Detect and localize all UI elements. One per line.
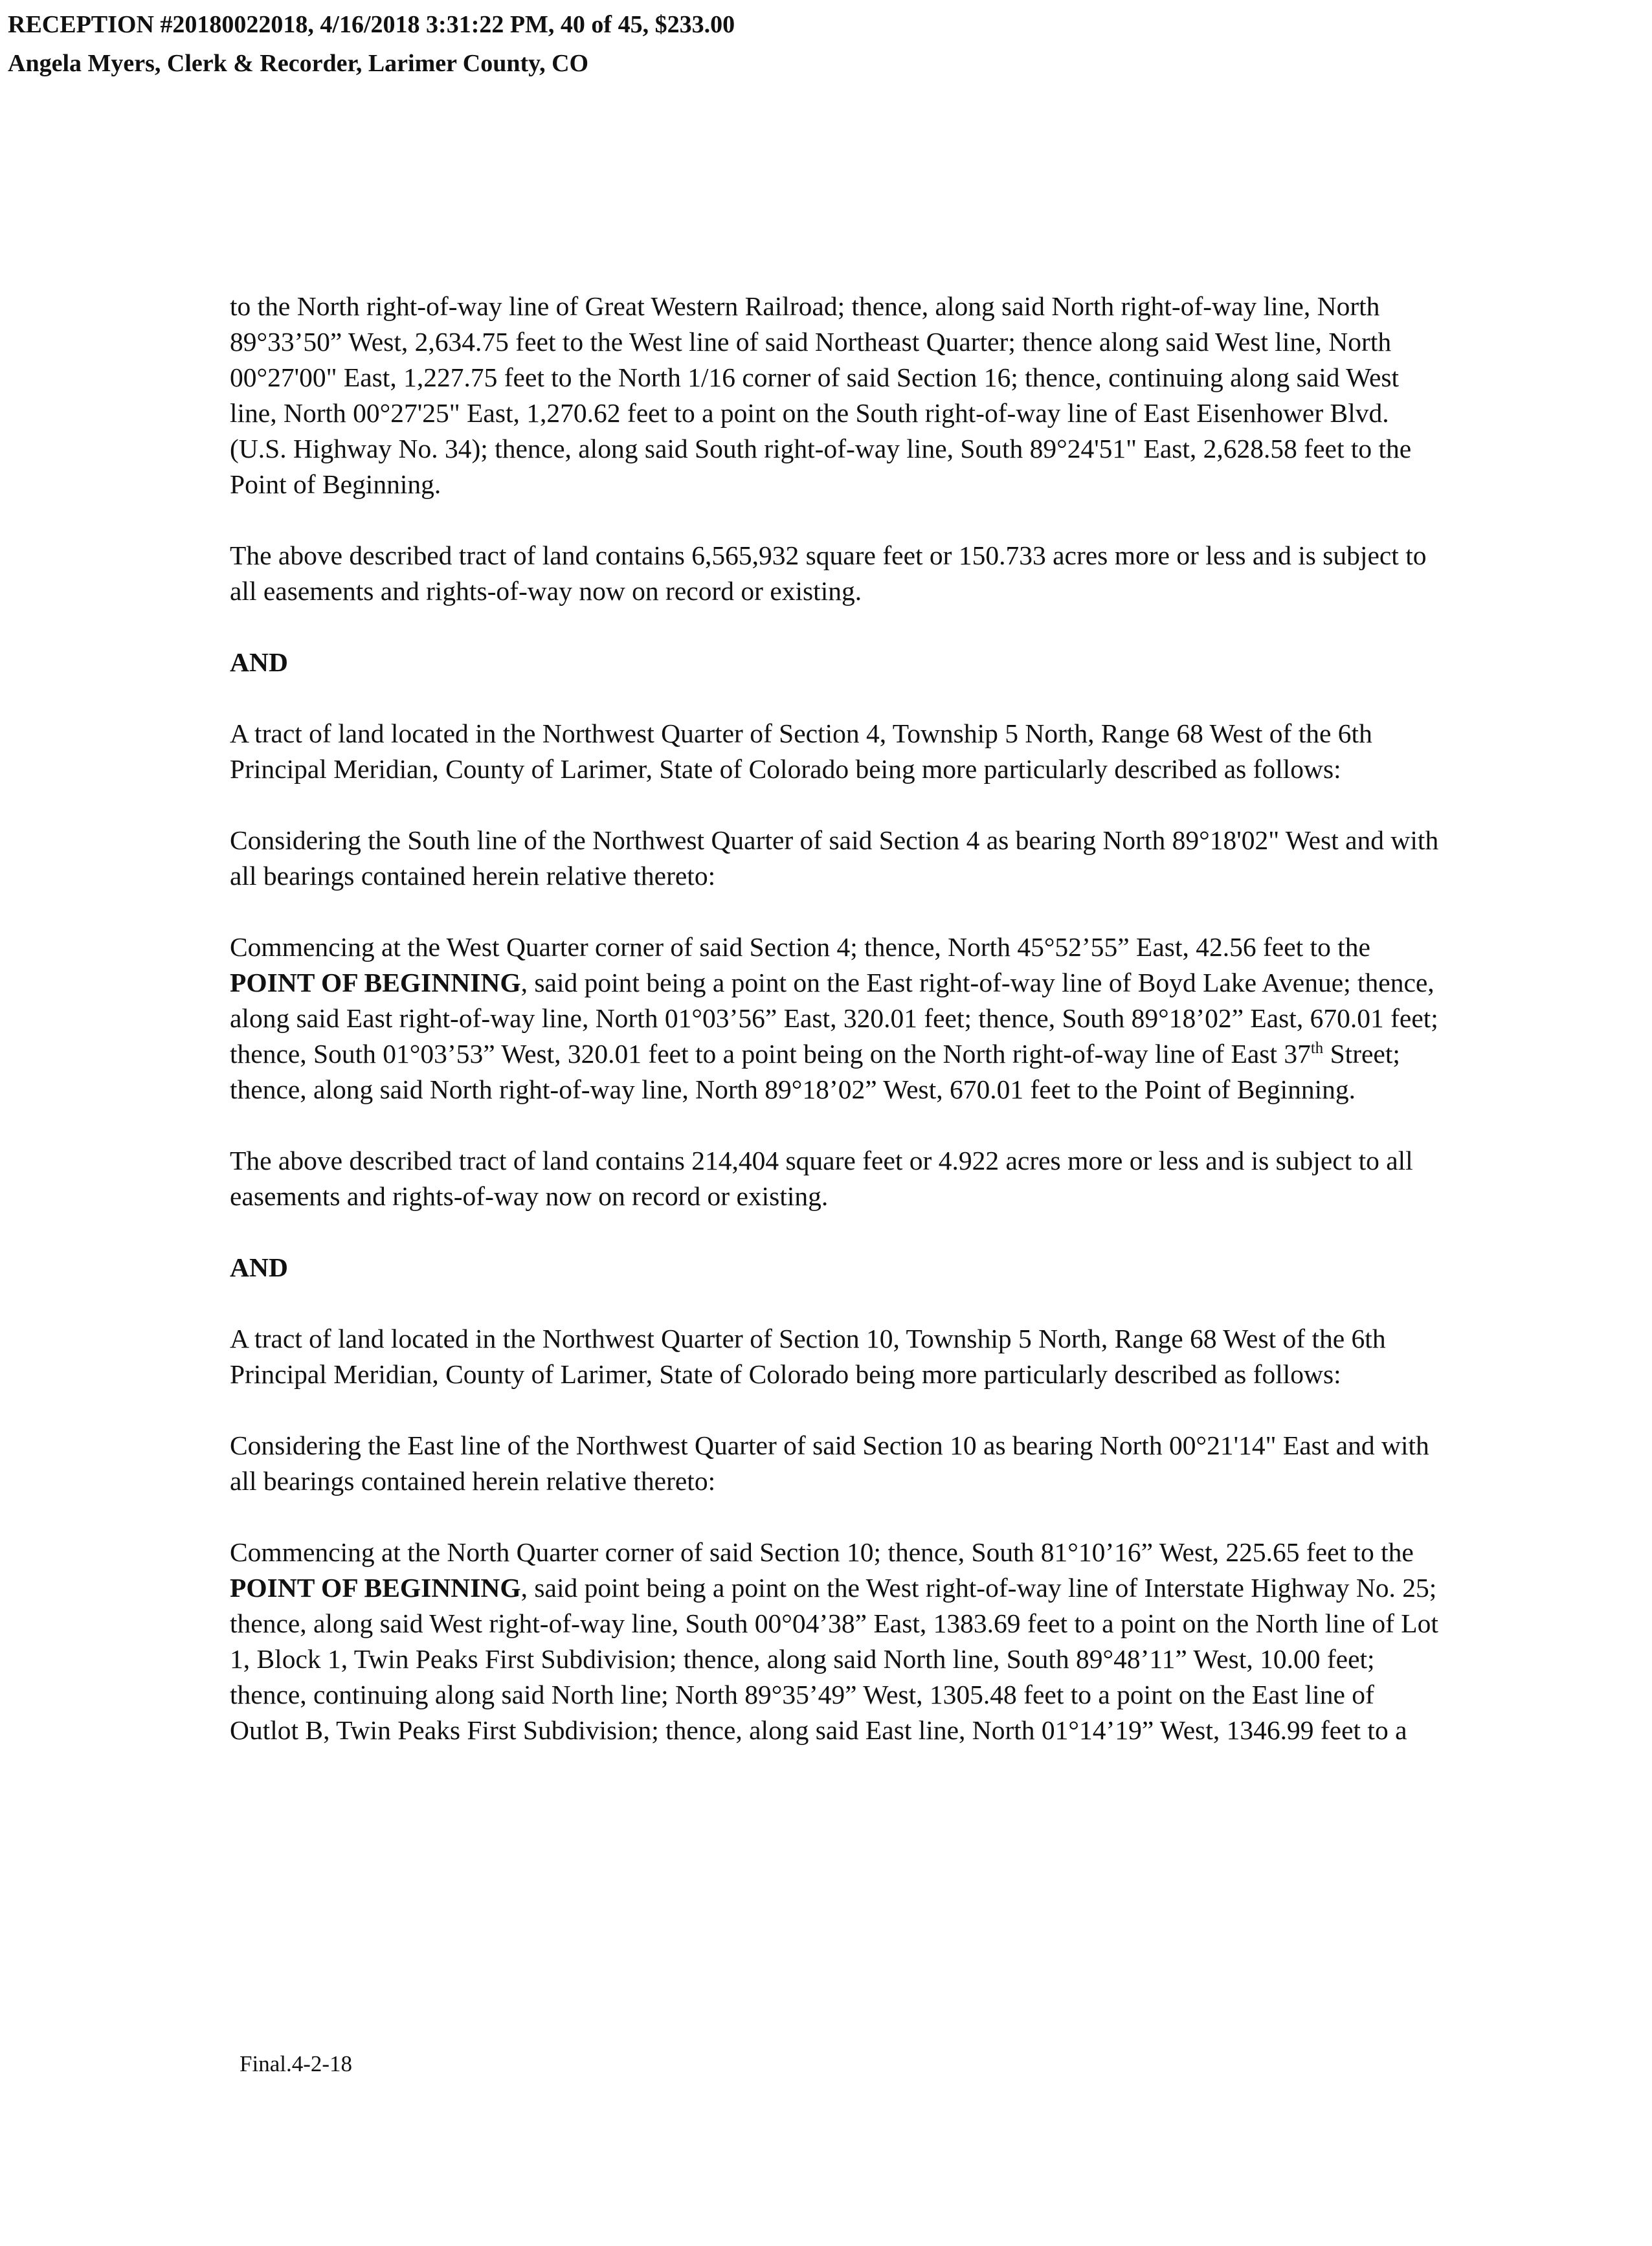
paragraph-commencing-section-4 xyxy=(230,929,1440,1107)
paragraph-commencing-section-10 xyxy=(230,1535,1440,1748)
paragraph-area-summary-2: The above described tract of land contains 214,404 square feet or 4.922 acres more or less and is subject to all easements and rights-of-way now on record or existing. xyxy=(230,1146,1413,1211)
text-run: Commencing at the North Quarter corner of said Section 10; thence, South 81°10’16” West, 225.65 feet to the xyxy=(230,1537,1414,1567)
document-version-footer: Final.4-2-18 xyxy=(240,2051,353,2076)
text-run: Commencing at the West Quarter corner of said Section 4; thence, North 45°52’55” East, 42.56 feet to the xyxy=(230,932,1370,962)
reception-line: RECEPTION #20180022018, 4/16/2018 3:31:22 PM, 40 of 45, $233.00 xyxy=(8,11,735,38)
recording-stamp xyxy=(8,5,735,83)
point-of-beginning-label: POINT OF BEGINNING xyxy=(230,1573,521,1603)
paragraph-continued-description: to the North right-of-way line of Great Western Railroad; thence, along said North right-of-way line, North 89°33’50” West, 2,634.75 feet to the West line of said Northeast Quarter; thence along said West line, North 00°27'00" East, 1,227.75 feet to the North 1/16 corner of said Section 16; thence, continuing along said West line, North 00°27'25" East, 1,270.62 feet to a point on the South right-of-way line of East Eisenhower Blvd. (U.S. Highway No. 34); thence, along said South right-of-way line, South 89°24'51" East, 2,628.58 feet to the Point of Beginning. xyxy=(230,291,1412,499)
point-of-beginning-label: POINT OF BEGINNING xyxy=(230,968,521,997)
and-separator-1: AND xyxy=(230,647,288,677)
legal-description xyxy=(230,289,1440,1784)
paragraph-tract-section-10: A tract of land located in the Northwest Quarter of Section 10, Township 5 North, Range 68 West of the 6th Principal Meridian, County of Larimer, State of Colorado being more particularly described as follows: xyxy=(230,1324,1386,1389)
ordinal-superscript: th xyxy=(1310,1040,1324,1058)
paragraph-tract-section-4: A tract of land located in the Northwest Quarter of Section 4, Township 5 North, Range 68 West of the 6th Principal Meridian, County of Larimer, State of Colorado being more particularly described as follows: xyxy=(230,718,1372,784)
text-run: , said point being a point on the West right-of-way line of Interstate Highway No. 25; thence, along said West right-of-way line, South 00°04’38” East, 1383.69 feet to a point on the North line of Lot 1, Block 1, Twin Peaks First Subdivision; thence, along said North line, South 89°48’11” West, 10.00 feet; thence, continuing along said North line; North 89°35’49” West, 1305.48 feet to a point on the East line of Outlot B, Twin Peaks First Subdivision; thence, along said East line, North 01°14’19” West, 1346.99 feet to a xyxy=(230,1573,1438,1745)
paragraph-basis-of-bearings-4: Considering the South line of the Northwest Quarter of said Section 4 as bearing North 89°18'02" West and with all bearings contained herein relative thereto: xyxy=(230,825,1439,891)
text-run: Street; thence, along said North right-of-way line, North 89°18’02” West, 670.01 feet to the Point of Beginning. xyxy=(230,1039,1400,1104)
paragraph-basis-of-bearings-10: Considering the East line of the Northwest Quarter of said Section 10 as bearing North 00°21'14" East and with all bearings contained herein relative thereto: xyxy=(230,1430,1429,1496)
paragraph-area-summary-1: The above described tract of land contains 6,565,932 square feet or 150.733 acres more or less and is subject to all easements and rights-of-way now on record or existing. xyxy=(230,540,1427,606)
and-separator-2: AND xyxy=(230,1252,288,1282)
recorder-line: Angela Myers, Clerk & Recorder, Larimer County, CO xyxy=(8,50,589,77)
text-run: , said point being a point on the East right-of-way line of Boyd Lake Avenue; thence, along said East right-of-way line, North 01°03’56” East, 320.01 feet; thence, South 89°18’02” East, 670.01 feet; thence, South 01°03’53” West, 320.01 feet to a point being on the North right-of-way line of East 37 xyxy=(230,968,1438,1069)
